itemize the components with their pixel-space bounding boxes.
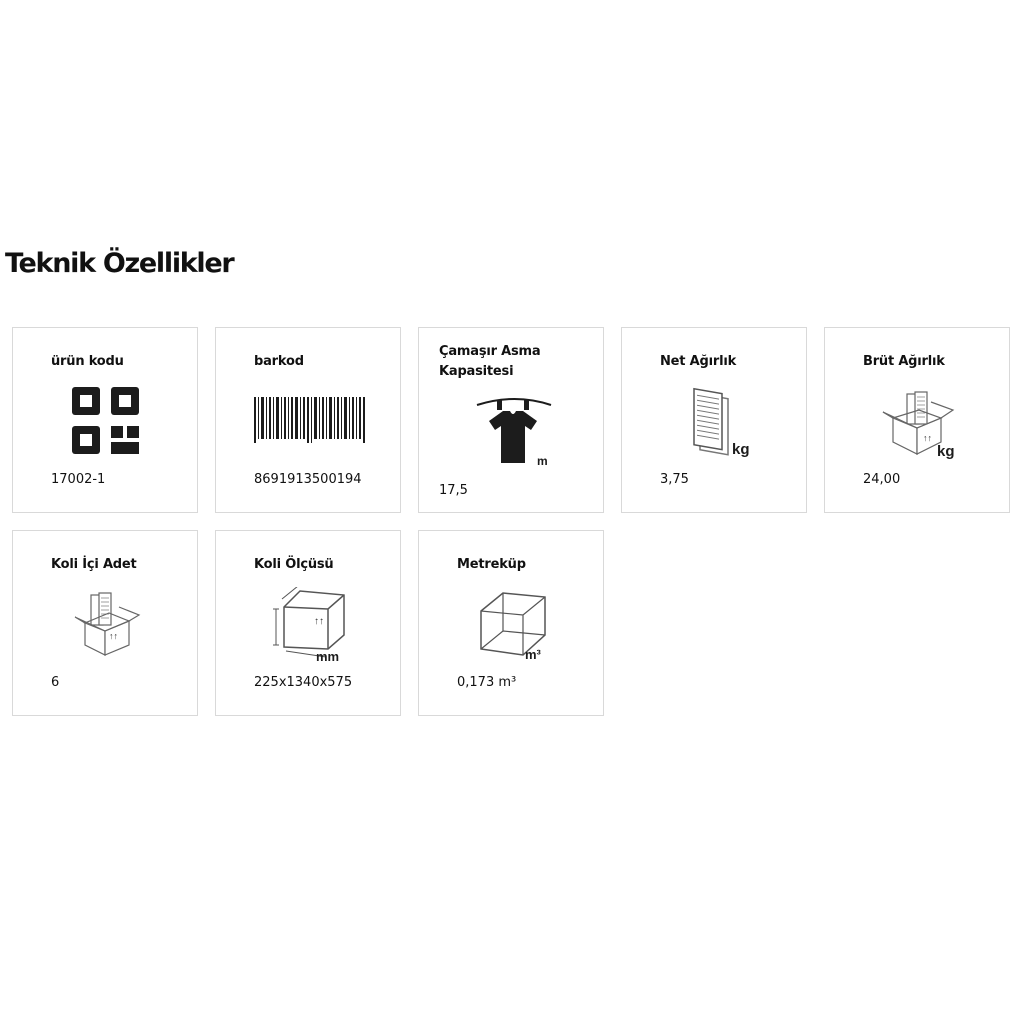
svg-text:↑↑: ↑↑ [923,433,932,443]
svg-text:kg: kg [937,443,955,460]
spec-label: barkod [254,354,304,369]
svg-text:kg: kg [732,441,750,458]
cube-volume-icon [475,589,557,661]
spec-value: 0,173 m³ [457,675,517,690]
spec-value: 8691913500194 [254,472,362,487]
svg-text:↑↑: ↑↑ [314,616,324,627]
spec-label: Metreküp [457,557,526,572]
spec-value: 225x1340x575 [254,675,353,690]
spec-card-box-dimensions [215,530,401,716]
spec-label: Koli Ölçüsü [254,557,334,572]
spec-card-box-quantity [12,530,198,716]
svg-text:mm: mm [316,649,340,663]
barcode-icon [254,397,366,443]
qr-code-icon [71,386,141,456]
svg-text:↑↑: ↑↑ [109,631,118,641]
section-title: Teknik Özellikler [5,248,234,279]
box-weight-icon [879,388,963,460]
box-dimensions-icon [270,587,360,663]
spec-value: 3,75 [660,472,689,487]
svg-text:m³: m³ [525,647,541,661]
product-weight-icon [690,386,758,458]
spec-label: Net Ağırlık [660,354,737,369]
spec-value: 17,5 [439,483,468,498]
spec-card-gross-weight [824,327,1010,513]
spec-card-barcode [215,327,401,513]
spec-card-laundry-capacity [418,327,604,513]
spec-value: 6 [51,675,60,690]
spec-label: ürün kodu [51,354,124,369]
spec-value: 17002-1 [51,472,106,487]
box-contents-icon [71,589,143,661]
spec-card-product-code [12,327,198,513]
laundry-tshirt-icon [475,395,555,469]
spec-label: Koli İçi Adet [51,557,137,572]
spec-card-net-weight [621,327,807,513]
spec-label: Brüt Ağırlık [863,354,945,369]
spec-value: 24,00 [863,472,901,487]
spec-card-cubic-meter [418,530,604,716]
spec-label: Çamaşır Asma Kapasitesi [439,344,541,379]
svg-text:m: m [537,454,548,468]
